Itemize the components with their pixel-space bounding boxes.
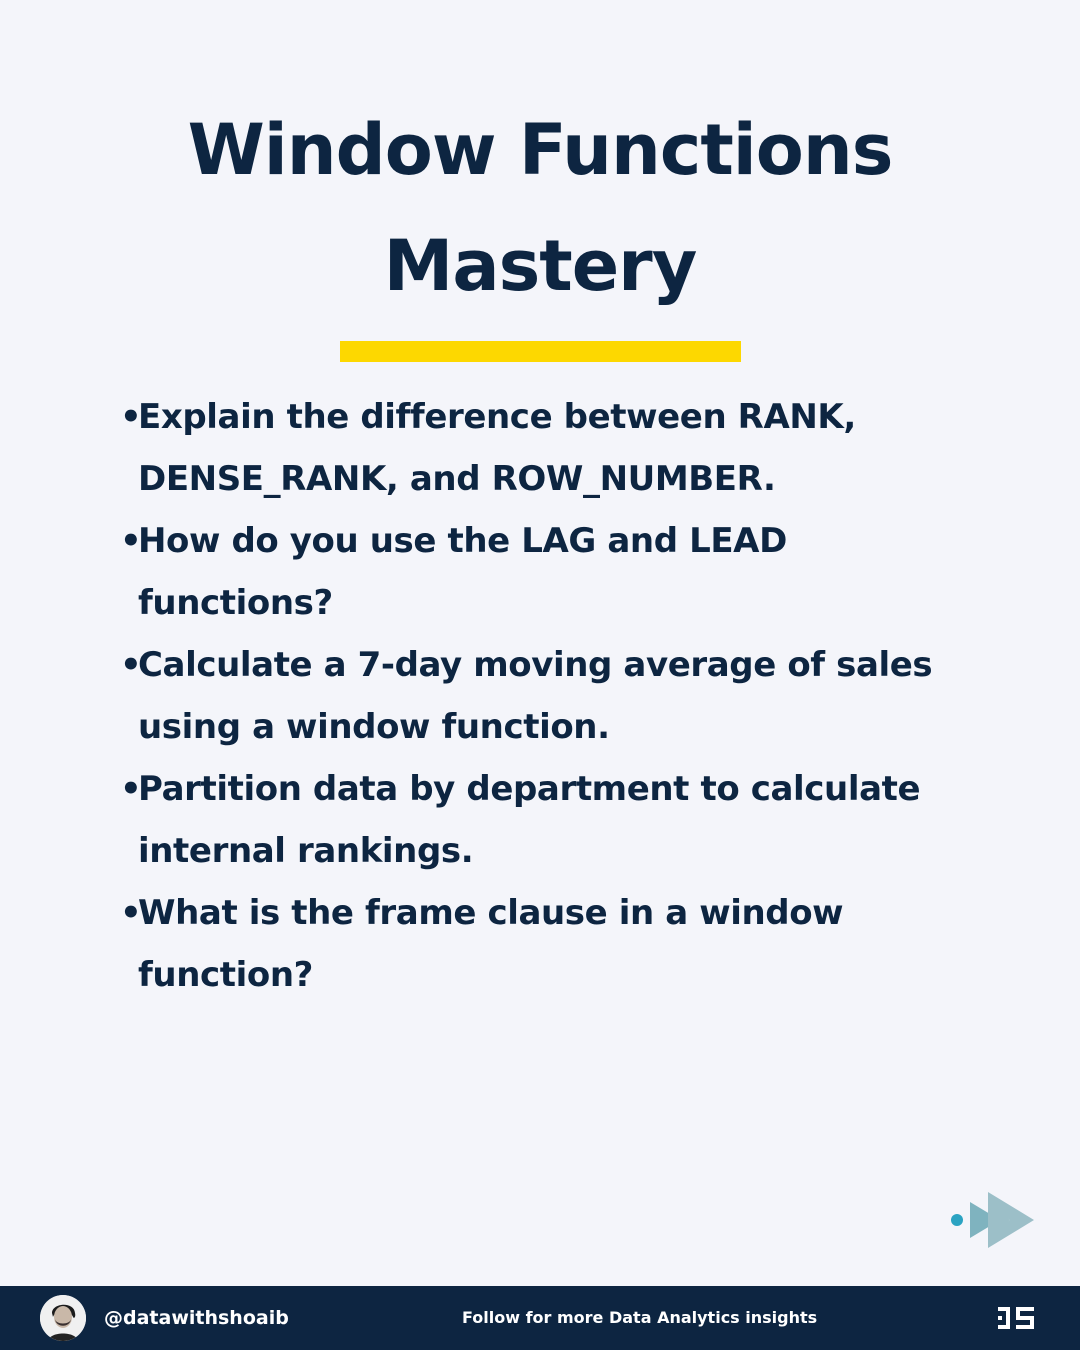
- ds-brand-logo-icon: [996, 1304, 1036, 1332]
- bullet: •: [120, 893, 142, 933]
- footer: [0, 1286, 1080, 1350]
- bullet: •: [120, 521, 142, 561]
- title-underline: [340, 341, 741, 362]
- question-item: [120, 634, 950, 758]
- page-title-line-2: Mastery: [383, 225, 697, 307]
- question-item: [120, 510, 950, 634]
- footer-handle[interactable]: @datawithshoaib: [104, 1307, 289, 1329]
- question-text: How do you use the LAG and LEAD functions?: [138, 521, 787, 623]
- question-item: [120, 758, 950, 882]
- footer-tagline: Follow for more Data Analytics insights: [462, 1308, 818, 1327]
- bullet: •: [120, 397, 142, 437]
- question-text: Partition data by department to calculate internal rankings.: [138, 769, 921, 871]
- question-text: What is the frame clause in a window function?: [138, 893, 844, 995]
- avatar: [40, 1295, 86, 1341]
- bullet: •: [120, 769, 142, 809]
- page-title-line-1: Window Functions: [187, 109, 893, 191]
- bullet: •: [120, 645, 142, 685]
- avatar-photo-icon: [40, 1295, 86, 1341]
- next-arrow-dot: [951, 1214, 963, 1226]
- question-item: [120, 882, 950, 1006]
- question-list: [120, 386, 950, 1006]
- question-text: Calculate a 7-day moving average of sales using a window function.: [138, 645, 933, 747]
- next-arrow-icon[interactable]: [948, 1190, 1038, 1250]
- page-title: [0, 92, 1080, 324]
- question-item: [120, 386, 950, 510]
- question-text: Explain the difference between RANK, DENSE_RANK, and ROW_NUMBER.: [138, 397, 856, 499]
